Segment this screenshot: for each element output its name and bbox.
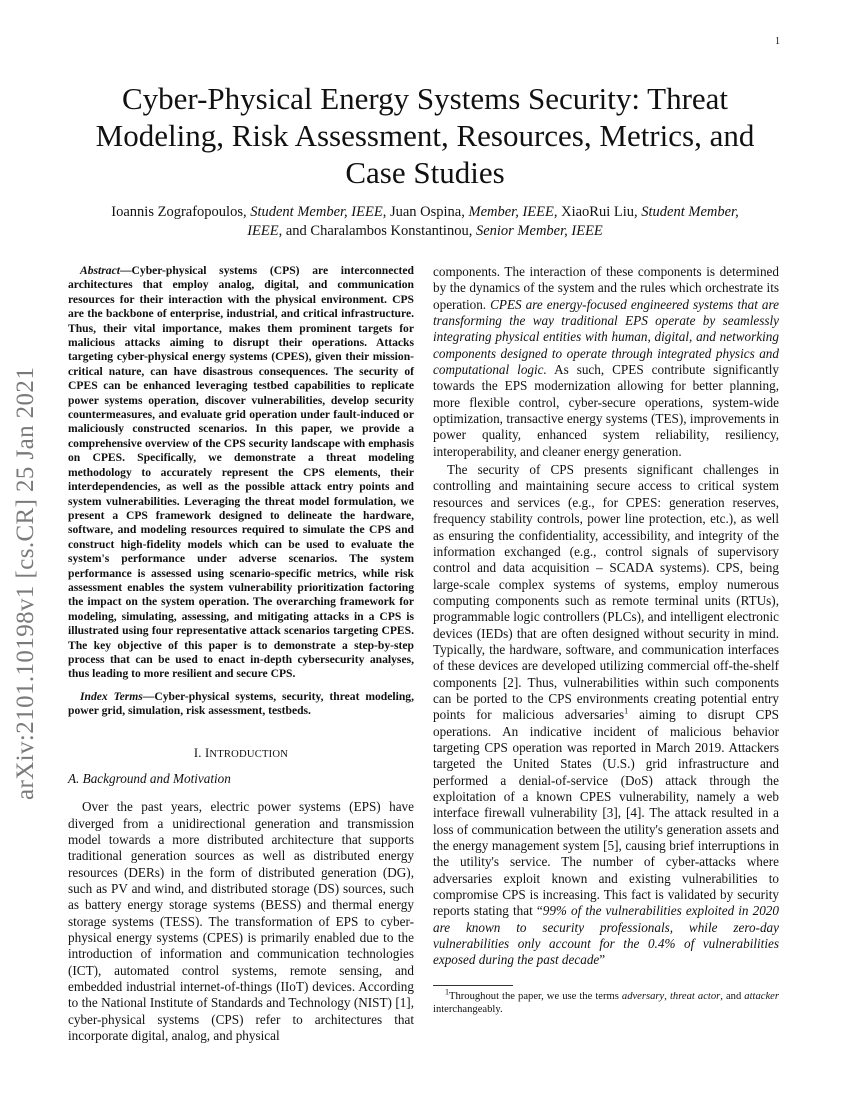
- author-list: Ioannis Zografopoulos, Student Member, IEEE, Juan Ospina, Member, IEEE, XiaoRui Liu, Student Member, IEEE, and Charalambos Konstantinou, Senior Member, IEEE: [111, 204, 739, 239]
- abstract: [68, 264, 414, 682]
- author-role: Student Member, IEEE: [250, 204, 383, 220]
- abstract-label: Abstract: [80, 264, 120, 277]
- section-heading-introduction: I. INTRODUCTION: [193, 745, 289, 760]
- body-paragraph: The security of CPS presents significant challenges in controlling and maintaining secure access to critical system resources and services (e.g., for CPES: generation reserves, frequency stability controls, power line protection, etc.), as well as ensuring the confidentiality, accessibility, and integrity of the information exchanged (e.g., control signals of supervisory control and data acquisition – SCADA systems). CPS, being large-scale complex systems of systems, employ numerous computing components such as remote terminal units (RTUs), programmable logic controllers (PLCs), and intelligent electronic devices (IEDs) that are often designed without security in mind. Typically, the hardware, software, and communication interfaces of these devices are developed utilizing commercial off-the-shelf components [2]. Thus, vulnerabilities within such components can be ported to the CPS environments creating potential entry points for malicious adversaries$^1$ aiming to disrupt CPS operations. An indicative incident of malicious behavior targeting CPS operation was reported in March 2019. Attackers targeted the United States (U.S.) grid infrastructure and performed a denial-of-service (DoS) attack through the exploitation of a known CPES vulnerability, namely a web interface firewall vulnerability [3], [4]. The attack resulted in a loss of communication between the utility's generation assets and the energy management system [5], causing brief interruptions in the utility's service. The number of cyber-attacks where adversaries exploit known and existing vulnerabilities to compromise CPS is increasing. This fact is validated by security reports stating that “99% of the vulnerabilities exploited in 2020 are known to security professionals, while zero-day vulnerabilities only account for the 0.4% of vulnerabilities exposed during the past decade”: [433, 462, 779, 968]
- footnote: $^1$Throughout the paper, we use the terms adversary, threat actor, and attacker interchangeably.: [433, 987, 779, 1015]
- subsection-heading: A. Background and Motivation: [68, 770, 231, 786]
- author-role: Member, IEEE: [468, 204, 554, 220]
- right-column: [433, 264, 779, 1016]
- author-role: Student Member, IEEE: [247, 204, 739, 239]
- author-name: Charalambos Konstantinou: [310, 223, 469, 239]
- author-name: XiaoRui Liu: [561, 204, 635, 220]
- body-paragraph: components. The interaction of these components is determined by the dynamics of the system and the rules which orchestrate its operation. CPES are energy-focused engineered systems that are transforming the way traditional EPS operate by seamlessly integrating physical entities with human, digital, and networking components designed to operate through integrated physics and computational logic. As such, CPES contribute significantly towards the EPS modernization allowing for better planning, more flexible control, cyber-secure operations, system-wide optimization, transactive energy systems (TES), improvements in power quality, enhanced system reliability, resiliency, interoperability, and cleaner energy generation.: [433, 264, 779, 459]
- footnote-number: 1: [445, 987, 449, 997]
- footnote-divider: [433, 985, 513, 986]
- paper-title: Cyber-Physical Energy Systems Security: Threat Modeling, Risk Assessment, Resources, Metrics, and Case Studies: [95, 81, 755, 190]
- index-terms-label: Index Terms: [80, 689, 143, 703]
- left-column: [68, 264, 414, 1044]
- arxiv-stamp: arXiv:2101.10198v1 [cs.CR] 25 Jan 2021: [12, 366, 39, 800]
- author-name: Juan Ospina: [389, 204, 462, 220]
- index-terms: [68, 690, 414, 719]
- body-paragraph: Over the past years, electric power systems (EPS) have diverged from a unidirectional generation and transmission model towards a more distributed architecture that supports traditional generation sources as well as distributed energy resources (DERs) in the form of distributed generation (DG), such as PV and wind, and distributed storage (DS) sources, such as battery energy storage systems (BESS) and thermal energy storage systems (TESS). The transformation of EPS to cyber-physical energy systems (CPES) is primarily enabled due to the introduction of information and communication technologies (ICT), automated control systems, remote sensing, and embedded industrial internet-of-things (IIoT) devices. According to the National Institute of Standards and Technology (NIST) [1], cyber-physical systems (CPS) refer to architectures that incorporate digital, analog, and physical: [68, 799, 414, 1044]
- index-terms-text: —Cyber-physical systems, security, threat modeling, power grid, simulation, risk assessment, testbeds.: [68, 689, 414, 718]
- author-name: Ioannis Zografopoulos: [111, 204, 243, 220]
- author-role: Senior Member, IEEE: [475, 223, 603, 239]
- footnote-marker: 1: [624, 706, 629, 716]
- abstract-text: —Cyber-physical systems (CPS) are interconnected architectures that employ analog, digital, and communication resources for their interaction with the physical environment. CPS are the backbone of enterprise, industrial, and critical infrastructure. Thus, their vital importance, makes them prominent targets for malicious attacks aiming to disrupt their operations. Attacks targeting cyber-physical energy systems (CPES), given their mission-critical nature, can have disastrous consequences. The security of CPES can be enhanced leveraging testbed capabilities to replicate power systems operation, discover vulnerabilities, develop security countermeasures, and evaluate grid operation under fault-induced or maliciously constructed scenarios. In this paper, we provide a comprehensive overview of the CPS security landscape with emphasis on CPES. Specifically, we demonstrate a threat modeling methodology to accurately represent the CPS elements, their interdependencies, as well as the possible attack entry points and system vulnerabilities. Leveraging the threat model formulation, we present a CPS framework designed to delineate the hardware, software, and modeling resources required to simulate the CPS and construct high-fidelity models which can be used to evaluate the system's performance under adverse scenarios. The system performance is assessed using scenario-specific metrics, while risk assessment enables the system vulnerability prioritization factoring the impact on the system operation. The overarching framework for modeling, simulating, assessing, and mitigating attacks in a CPS is illustrated using four representative attack scenarios targeting CPES. The key objective of this paper is to demonstrate a step-by-step process that can be used to enact in-depth cybersecurity analyses, thus leading to more resilient and secure CPS.: [68, 264, 414, 681]
- page-number: 1: [775, 36, 780, 47]
